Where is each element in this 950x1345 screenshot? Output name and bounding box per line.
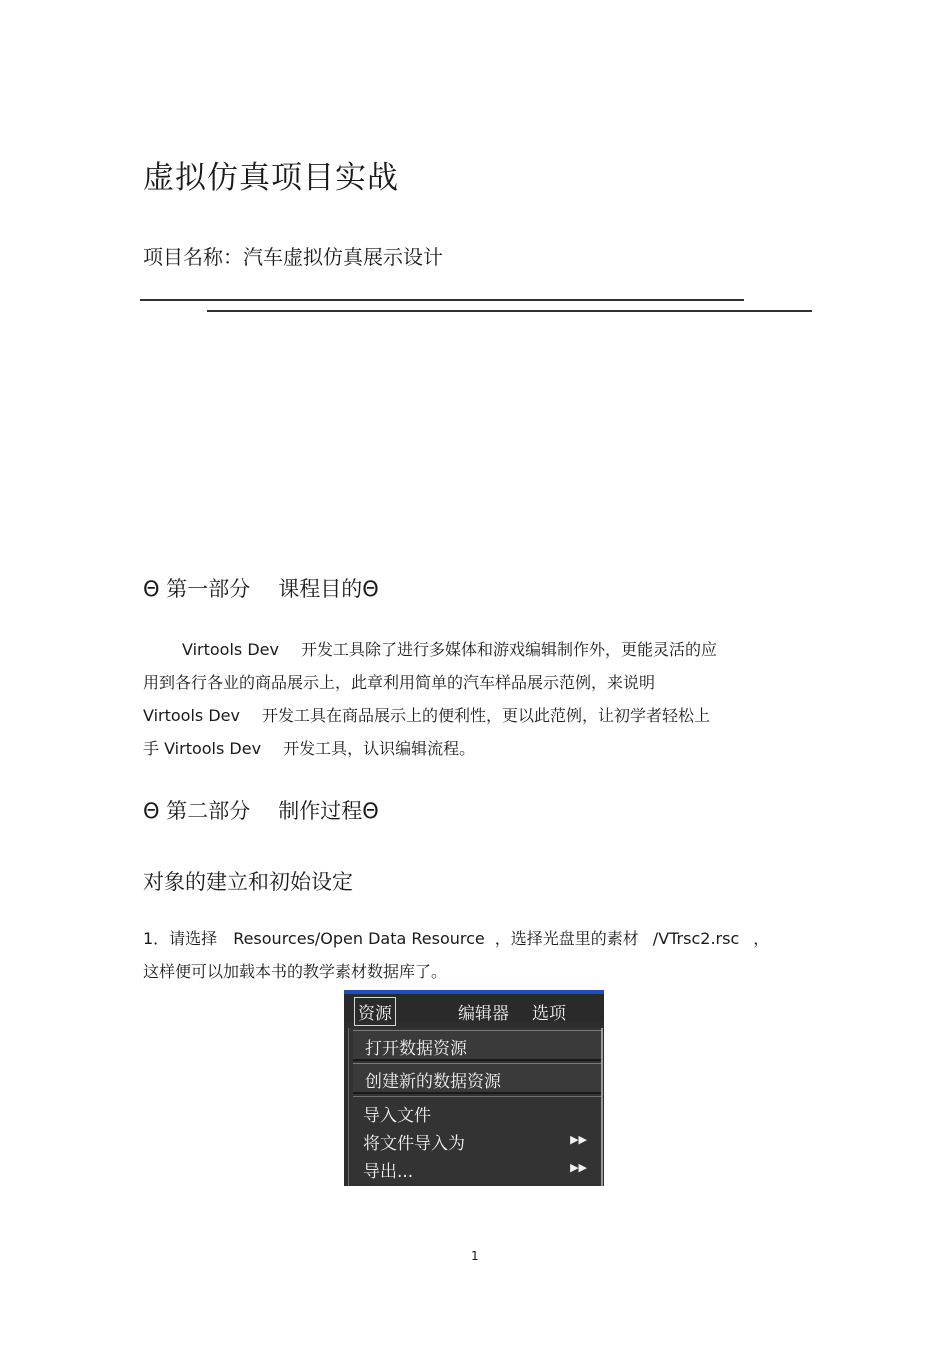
menu-resources[interactable]: 资源 (354, 997, 396, 1026)
text-run: 开发工具在商品展示上的便利性，更以此范例，让初学者轻松上 (261, 706, 710, 725)
subsection-heading: 对象的建立和初始设定 (143, 870, 353, 894)
text-run: 1．请选择 (143, 929, 218, 948)
section-heading-2 (143, 795, 379, 825)
text-run: 手 Virtools Dev (143, 739, 262, 758)
menu-editor[interactable]: 编辑器 (458, 1004, 509, 1024)
document-title: 虚拟仿真项目实战 (143, 160, 399, 196)
menu-item-import-file[interactable]: 导入文件 (363, 1106, 431, 1126)
text-run: Virtools Dev (143, 706, 240, 725)
section-number: Θ 第二部分 (143, 799, 251, 823)
resources-dropdown (348, 1028, 603, 1186)
resources-menu-screenshot (344, 990, 604, 1186)
submenu-arrow-icon: ▶▶ (570, 1161, 587, 1174)
menu-separator (353, 1096, 601, 1097)
menu-bar (344, 994, 604, 1022)
menu-options[interactable]: 选项 (532, 1004, 566, 1024)
project-name: 项目名称：汽车虚拟仿真展示设计 (143, 245, 443, 269)
text-run: ，选择光盘里的素材 (494, 929, 639, 948)
section-heading-1 (143, 573, 379, 603)
text-run: Virtools Dev (182, 640, 279, 659)
divider-rule-top (140, 299, 744, 301)
page-number: 1 (471, 1249, 479, 1263)
menu-item-open-data-resource[interactable] (353, 1030, 601, 1061)
menu-item-label: 打开数据资源 (365, 1039, 467, 1059)
text-run: Resources/Open Data Resource (233, 929, 485, 948)
submenu-arrow-icon: ▶▶ (570, 1133, 587, 1146)
text-run: 这样便可以加载本书的教学素材数据库了。 (143, 962, 448, 981)
menu-item-import-file-as[interactable]: 将文件导入为 (363, 1134, 465, 1154)
divider-rule-bottom (207, 310, 812, 312)
text-run: 开发工具，认识编辑流程。 (283, 739, 476, 758)
menu-item-create-new-data-resource[interactable] (353, 1063, 601, 1094)
text-run: 用到各行各业的商品展示上，此章利用简单的汽车样品展示范例，来说明 (143, 673, 656, 692)
menu-item-label: 创建新的数据资源 (365, 1072, 501, 1092)
text-run: ， (753, 929, 770, 948)
menu-item-export[interactable]: 导出... (363, 1162, 414, 1182)
text-run: 开发工具除了进行多媒体和游戏编辑制作外，更能灵活的应 (300, 640, 717, 659)
text-run: /VTrsc2.rsc (652, 929, 740, 948)
section-title: 制作过程Θ (278, 799, 379, 823)
section-title: 课程目的Θ (278, 577, 379, 601)
section-number: Θ 第一部分 (143, 577, 251, 601)
